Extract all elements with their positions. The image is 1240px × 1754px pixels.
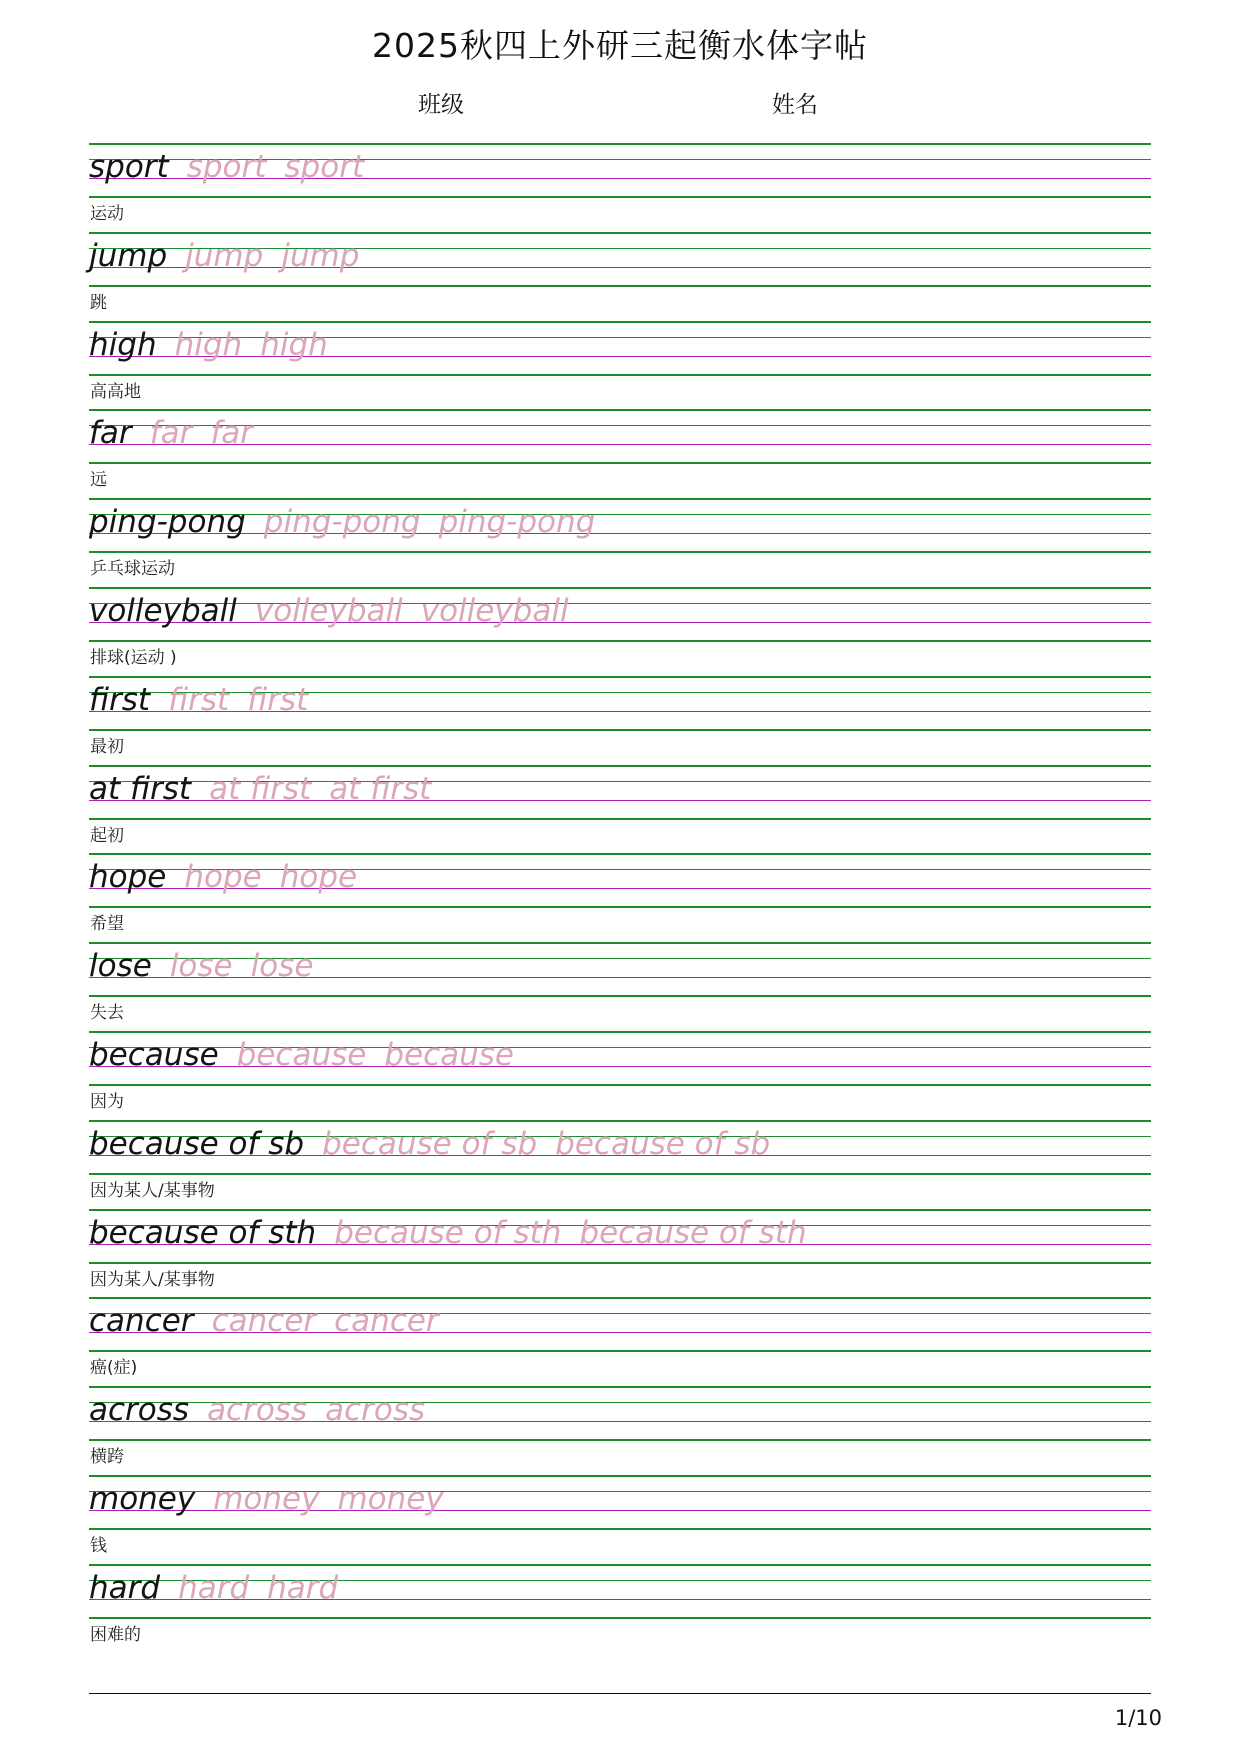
trace-word: hard [267, 1569, 339, 1606]
trace-word: across [325, 1392, 426, 1429]
trace-word: far [149, 415, 193, 452]
guide-line [89, 462, 1151, 464]
trace-word: cancer [211, 1303, 317, 1340]
guide-line [89, 587, 1151, 589]
footer-divider [89, 1693, 1151, 1694]
guide-line [89, 906, 1151, 908]
trace-word: high [260, 326, 328, 363]
practice-row [0, 942, 1240, 1031]
trace-word: sport [186, 149, 267, 185]
english-word: sport [89, 149, 169, 185]
word-line [89, 1568, 338, 1608]
chinese-meaning: 运动 [90, 204, 124, 224]
trace-word: at first [209, 770, 312, 807]
practice-row [0, 1386, 1240, 1475]
english-word: volleyball [89, 592, 237, 629]
guide-line [89, 765, 1151, 767]
word-line [89, 1035, 514, 1075]
guide-line [89, 374, 1151, 376]
word-line [89, 946, 313, 986]
practice-row [0, 143, 1240, 232]
practice-row [0, 1297, 1240, 1386]
word-line [89, 147, 364, 187]
trace-word: cancer [334, 1303, 439, 1340]
word-line [89, 1124, 770, 1164]
trace-word: high [174, 326, 243, 363]
guide-line [89, 1386, 1151, 1388]
trace-word: jump [281, 237, 360, 274]
class-label: 班级 [418, 92, 464, 118]
word-line [89, 1390, 425, 1430]
english-word: ping-pong [89, 504, 246, 541]
guide-line [89, 498, 1151, 500]
guide-line [89, 640, 1151, 642]
guide-line [89, 1084, 1151, 1086]
english-word: money [89, 1480, 196, 1517]
page-number: 1/10 [1114, 1706, 1162, 1730]
english-word: high [89, 326, 157, 363]
english-word: jump [89, 237, 168, 274]
word-line [89, 680, 308, 720]
word-line [89, 413, 253, 453]
english-word: far [89, 415, 132, 452]
trace-word: jump [185, 237, 264, 274]
trace-word: across [207, 1392, 308, 1429]
guide-line [89, 409, 1151, 411]
guide-line [89, 676, 1151, 678]
guide-line [89, 1617, 1151, 1619]
trace-word: far [210, 415, 253, 452]
chinese-meaning: 因为某人/某事物 [90, 1180, 215, 1201]
english-word: at first [89, 770, 192, 807]
guide-line [89, 1350, 1151, 1352]
english-word: lose [89, 948, 152, 985]
guide-line [89, 1528, 1151, 1530]
word-line [89, 325, 328, 365]
word-line [89, 236, 359, 276]
practice-rows [0, 143, 1240, 1653]
trace-word: money [337, 1480, 444, 1517]
english-word: because of sb [89, 1125, 305, 1162]
chinese-meaning: 排球(运动 ) [90, 647, 177, 668]
trace-word: volleyball [420, 592, 569, 629]
guide-line [89, 1209, 1151, 1211]
name-label: 姓名 [772, 92, 818, 118]
trace-word: ping-pong [263, 504, 421, 541]
page-title: 2025秋四上外研三起衡水体字帖 [372, 26, 868, 65]
english-word: hard [89, 1569, 161, 1606]
english-word: because [89, 1036, 219, 1073]
guide-line [89, 818, 1151, 820]
guide-line [89, 853, 1151, 855]
chinese-meaning: 高高地 [90, 381, 141, 402]
trace-word: at first [329, 770, 432, 807]
trace-word: ping-pong [438, 504, 596, 541]
chinese-meaning: 钱 [90, 1535, 107, 1556]
guide-line [89, 285, 1151, 287]
english-word: across [89, 1392, 190, 1429]
guide-line [89, 729, 1151, 731]
trace-word: because [384, 1036, 515, 1073]
trace-word: because of sth [334, 1214, 562, 1251]
chinese-meaning: 乒乓球运动 [90, 559, 175, 580]
guide-line [89, 1173, 1151, 1175]
trace-word: hope [279, 859, 358, 896]
guide-line [89, 1475, 1151, 1477]
guide-line [89, 1439, 1151, 1441]
word-line [89, 1301, 439, 1341]
practice-row [0, 409, 1240, 498]
trace-word: volleyball [254, 592, 403, 629]
chinese-meaning: 最初 [90, 736, 124, 757]
english-word: hope [89, 859, 167, 896]
practice-row [0, 587, 1240, 676]
guide-line [89, 232, 1151, 234]
practice-row [0, 1120, 1240, 1209]
guide-line [89, 942, 1151, 944]
practice-row [0, 1564, 1240, 1653]
trace-word: first [168, 681, 230, 718]
trace-word: lose [169, 948, 233, 985]
guide-line [89, 196, 1151, 198]
guide-line [89, 551, 1151, 553]
chinese-meaning: 跳 [90, 292, 107, 313]
english-word: first [89, 681, 151, 718]
chinese-meaning: 因为 [90, 1091, 124, 1112]
english-word: because of sth [89, 1214, 317, 1251]
chinese-meaning: 困难的 [90, 1624, 141, 1645]
word-line [89, 1213, 807, 1253]
trace-word: because [236, 1036, 367, 1073]
chinese-meaning: 癌(症) [90, 1358, 138, 1379]
trace-word: because of sb [555, 1125, 771, 1162]
practice-row [0, 676, 1240, 765]
practice-row [0, 321, 1240, 410]
word-line [89, 857, 357, 897]
guide-line [89, 321, 1151, 323]
guide-line [89, 1564, 1151, 1566]
word-line [89, 1479, 444, 1519]
practice-row [0, 1475, 1240, 1564]
guide-line [89, 1120, 1151, 1122]
english-word: cancer [89, 1303, 194, 1340]
guide-line [89, 1262, 1151, 1264]
chinese-meaning: 失去 [90, 1003, 124, 1024]
practice-row [0, 498, 1240, 587]
trace-word: hope [184, 859, 262, 896]
chinese-meaning: 起初 [90, 825, 124, 846]
chinese-meaning: 希望 [90, 914, 124, 935]
trace-word: because of sb [322, 1125, 538, 1162]
practice-row [0, 1209, 1240, 1298]
guide-line [89, 995, 1151, 997]
guide-line [89, 1031, 1151, 1033]
trace-word: sport [284, 149, 365, 185]
trace-word: first [247, 681, 309, 718]
chinese-meaning: 远 [90, 470, 107, 491]
practice-row [0, 1031, 1240, 1120]
trace-word: money [213, 1480, 320, 1517]
word-line [89, 591, 569, 631]
trace-word: lose [250, 948, 314, 985]
word-line [89, 502, 595, 542]
word-line [89, 769, 431, 809]
guide-line [89, 143, 1151, 145]
trace-word: because of sth [579, 1214, 807, 1251]
chinese-meaning: 横跨 [90, 1447, 124, 1468]
practice-row [0, 765, 1240, 854]
practice-row [0, 853, 1240, 942]
practice-row [0, 232, 1240, 321]
trace-word: hard [178, 1569, 250, 1606]
guide-line [89, 1297, 1151, 1299]
chinese-meaning: 因为某人/某事物 [90, 1269, 215, 1290]
